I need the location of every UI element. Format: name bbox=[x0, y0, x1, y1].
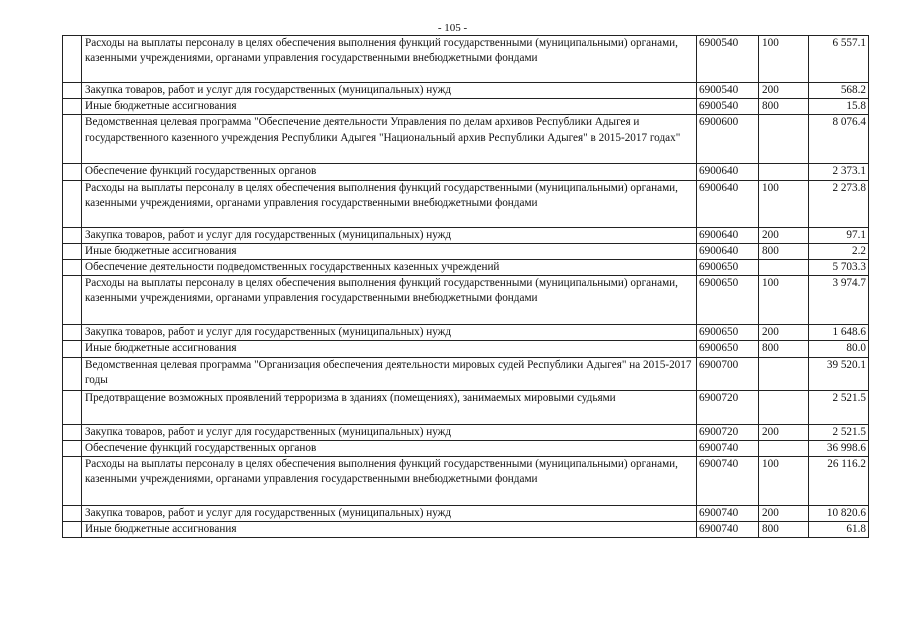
row-code: 6900640 bbox=[697, 180, 759, 227]
row-code: 6900650 bbox=[697, 325, 759, 341]
row-margin-cell bbox=[63, 390, 82, 424]
row-type: 200 bbox=[759, 83, 809, 99]
table-row bbox=[63, 357, 869, 390]
row-code: 6900740 bbox=[697, 457, 759, 506]
row-name: Расходы на выплаты персоналу в целях обеспечения выполнения функций государственными (муниципальными) органами, казенными учреждениями, органами управления государственными внебюджетными фондами bbox=[82, 180, 697, 227]
row-margin-cell bbox=[63, 325, 82, 341]
row-code: 6900720 bbox=[697, 390, 759, 424]
row-amount: 2 521.5 bbox=[809, 424, 869, 440]
row-amount: 8 076.4 bbox=[809, 115, 869, 164]
table-row bbox=[63, 522, 869, 538]
row-code: 6900740 bbox=[697, 440, 759, 456]
row-type: 100 bbox=[759, 276, 809, 325]
row-type: 800 bbox=[759, 99, 809, 115]
row-code: 6900650 bbox=[697, 260, 759, 276]
row-margin-cell bbox=[63, 227, 82, 243]
row-name: Закупка товаров, работ и услуг для государственных (муниципальных) нужд bbox=[82, 506, 697, 522]
row-code: 6900640 bbox=[697, 164, 759, 180]
row-amount: 97.1 bbox=[809, 227, 869, 243]
row-amount: 3 974.7 bbox=[809, 276, 869, 325]
row-margin-cell bbox=[63, 180, 82, 227]
row-name: Закупка товаров, работ и услуг для государственных (муниципальных) нужд bbox=[82, 227, 697, 243]
row-amount: 15.8 bbox=[809, 99, 869, 115]
row-amount: 36 998.6 bbox=[809, 440, 869, 456]
row-code: 6900540 bbox=[697, 99, 759, 115]
row-code: 6900540 bbox=[697, 83, 759, 99]
row-amount: 61.8 bbox=[809, 522, 869, 538]
row-type bbox=[759, 164, 809, 180]
row-name: Ведомственная целевая программа "Обеспечение деятельности Управления по делам архивов Республики Адыгея и государственного казенного учреждения Республики Адыгея "Национальный архив Республики Адыгея" в 2015-2017 годах" bbox=[82, 115, 697, 164]
table-row bbox=[63, 227, 869, 243]
row-margin-cell bbox=[63, 243, 82, 259]
table-row bbox=[63, 440, 869, 456]
budget-table bbox=[62, 35, 869, 538]
row-name: Расходы на выплаты персоналу в целях обеспечения выполнения функций государственными (муниципальными) органами, казенными учреждениями, органами управления государственными внебюджетными фондами bbox=[82, 276, 697, 325]
row-margin-cell bbox=[63, 506, 82, 522]
row-type: 800 bbox=[759, 341, 809, 357]
table-row bbox=[63, 36, 869, 83]
row-name: Иные бюджетные ассигнования bbox=[82, 99, 697, 115]
row-code: 6900740 bbox=[697, 522, 759, 538]
row-margin-cell bbox=[63, 164, 82, 180]
row-name: Обеспечение функций государственных органов bbox=[82, 164, 697, 180]
row-name: Закупка товаров, работ и услуг для государственных (муниципальных) нужд bbox=[82, 424, 697, 440]
row-code: 6900640 bbox=[697, 227, 759, 243]
row-type bbox=[759, 440, 809, 456]
row-name: Предотвращение возможных проявлений терроризма в зданиях (помещениях), занимаемых мировыми судьями bbox=[82, 390, 697, 424]
row-code: 6900540 bbox=[697, 36, 759, 83]
row-name: Расходы на выплаты персоналу в целях обеспечения выполнения функций государственными (муниципальными) органами, казенными учреждениями, органами управления государственными внебюджетными фондами bbox=[82, 36, 697, 83]
row-name: Иные бюджетные ассигнования bbox=[82, 522, 697, 538]
row-margin-cell bbox=[63, 260, 82, 276]
row-type bbox=[759, 115, 809, 164]
table-row bbox=[63, 276, 869, 325]
table-row bbox=[63, 115, 869, 164]
row-margin-cell bbox=[63, 115, 82, 164]
row-code: 6900700 bbox=[697, 357, 759, 390]
row-margin-cell bbox=[63, 440, 82, 456]
table-row bbox=[63, 390, 869, 424]
row-amount: 2 273.8 bbox=[809, 180, 869, 227]
table-row bbox=[63, 243, 869, 259]
row-amount: 80.0 bbox=[809, 341, 869, 357]
row-amount: 5 703.3 bbox=[809, 260, 869, 276]
row-type: 800 bbox=[759, 522, 809, 538]
row-margin-cell bbox=[63, 424, 82, 440]
row-amount: 10 820.6 bbox=[809, 506, 869, 522]
row-name: Обеспечение функций государственных органов bbox=[82, 440, 697, 456]
row-code: 6900600 bbox=[697, 115, 759, 164]
table-row bbox=[63, 260, 869, 276]
row-code: 6900650 bbox=[697, 341, 759, 357]
row-type: 100 bbox=[759, 457, 809, 506]
row-code: 6900740 bbox=[697, 506, 759, 522]
row-margin-cell bbox=[63, 276, 82, 325]
table-row bbox=[63, 164, 869, 180]
row-code: 6900720 bbox=[697, 424, 759, 440]
row-amount: 26 116.2 bbox=[809, 457, 869, 506]
row-margin-cell bbox=[63, 341, 82, 357]
row-code: 6900650 bbox=[697, 276, 759, 325]
row-name: Расходы на выплаты персоналу в целях обеспечения выполнения функций государственными (муниципальными) органами, казенными учреждениями, органами управления государственными внебюджетными фондами bbox=[82, 457, 697, 506]
row-type bbox=[759, 390, 809, 424]
row-type: 200 bbox=[759, 424, 809, 440]
row-margin-cell bbox=[63, 357, 82, 390]
table-row bbox=[63, 99, 869, 115]
page-number: - 105 - bbox=[437, 22, 468, 34]
row-name: Закупка товаров, работ и услуг для государственных (муниципальных) нужд bbox=[82, 325, 697, 341]
row-type: 200 bbox=[759, 325, 809, 341]
table-row bbox=[63, 341, 869, 357]
row-type: 100 bbox=[759, 36, 809, 83]
table-row bbox=[63, 325, 869, 341]
row-code: 6900640 bbox=[697, 243, 759, 259]
table-row bbox=[63, 180, 869, 227]
row-type: 100 bbox=[759, 180, 809, 227]
row-margin-cell bbox=[63, 99, 82, 115]
row-amount: 2 521.5 bbox=[809, 390, 869, 424]
row-amount: 6 557.1 bbox=[809, 36, 869, 83]
row-amount: 568.2 bbox=[809, 83, 869, 99]
row-name: Обеспечение деятельности подведомственных государственных казенных учреждений bbox=[82, 260, 697, 276]
table-row bbox=[63, 457, 869, 506]
row-margin-cell bbox=[63, 457, 82, 506]
row-amount: 2 373.1 bbox=[809, 164, 869, 180]
table-row bbox=[63, 83, 869, 99]
row-name: Закупка товаров, работ и услуг для государственных (муниципальных) нужд bbox=[82, 83, 697, 99]
row-name: Ведомственная целевая программа "Организация обеспечения деятельности мировых судей Республики Адыгея" на 2015-2017 годы bbox=[82, 357, 697, 390]
row-margin-cell bbox=[63, 36, 82, 83]
row-amount: 39 520.1 bbox=[809, 357, 869, 390]
table-row bbox=[63, 424, 869, 440]
row-type: 800 bbox=[759, 243, 809, 259]
row-amount: 1 648.6 bbox=[809, 325, 869, 341]
row-name: Иные бюджетные ассигнования bbox=[82, 341, 697, 357]
row-name: Иные бюджетные ассигнования bbox=[82, 243, 697, 259]
table-row bbox=[63, 506, 869, 522]
row-type bbox=[759, 357, 809, 390]
row-amount: 2.2 bbox=[809, 243, 869, 259]
row-type bbox=[759, 260, 809, 276]
row-type: 200 bbox=[759, 506, 809, 522]
row-type: 200 bbox=[759, 227, 809, 243]
row-margin-cell bbox=[63, 522, 82, 538]
row-margin-cell bbox=[63, 83, 82, 99]
